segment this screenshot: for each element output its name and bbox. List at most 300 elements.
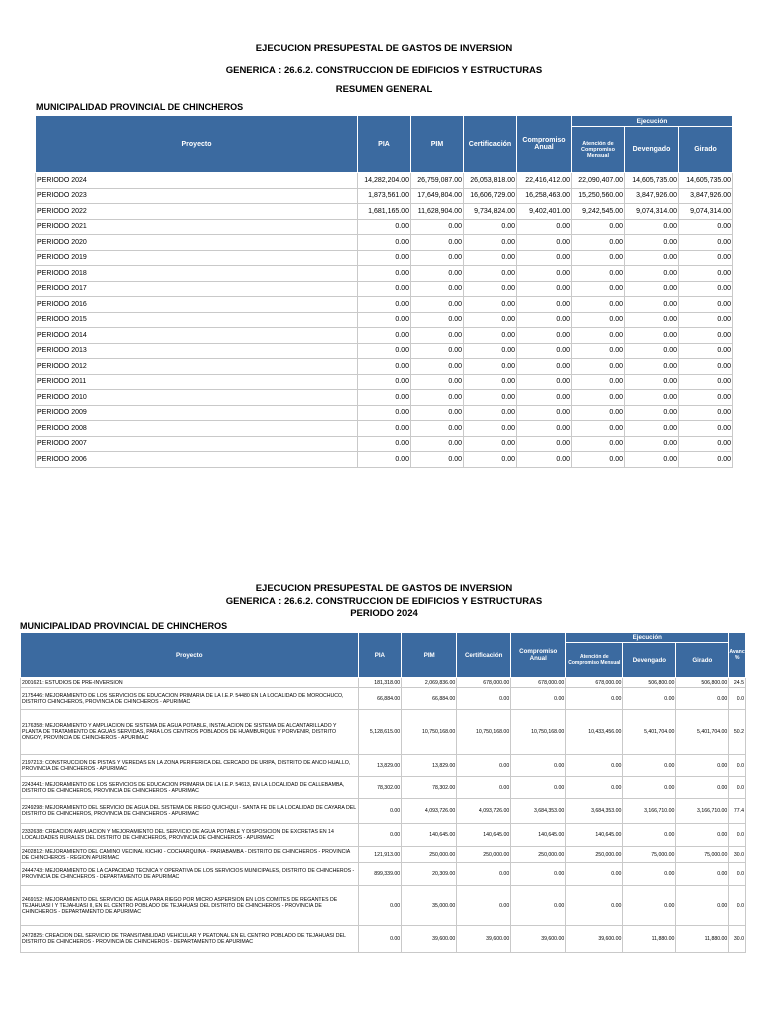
amount-cell: 0.00 [464,405,517,421]
amount-cell: 0.00 [411,297,464,313]
amount-cell: 20,309.00 [402,863,457,886]
report-title-1: EJECUCION PRESUPESTAL DE GASTOS DE INVERSION [255,43,513,54]
amount-cell: 0.00 [679,374,733,390]
amount-cell: 0.00 [511,863,566,886]
amount-cell: 0.00 [457,777,511,799]
amount-cell: 39,600.00 [511,926,566,953]
amount-cell: 0.00 [676,755,729,777]
period-cell: PERIODO 2011 [36,374,358,390]
amount-cell: 10,750,168.00 [457,710,511,755]
summary-table [35,115,733,468]
amount-cell: 75,000.00 [676,847,729,863]
period-cell: PERIODO 2022 [36,204,358,220]
generica-line-1: GENERICA : 26.6.2. CONSTRUCCION DE EDIFICIOS Y ESTRUCTURAS [225,65,543,76]
amount-cell: 0.00 [464,374,517,390]
amount-cell: 39,600.00 [457,926,511,953]
amount-cell: 0.00 [625,343,679,359]
col-girado: Girado [676,643,729,678]
amount-cell: 0.00 [517,405,572,421]
table-row [21,886,746,926]
amount-cell: 26,053,818.00 [464,173,517,189]
amount-cell: 0.00 [566,755,623,777]
amount-cell: 0.00 [464,235,517,251]
amount-cell: 0.00 [517,235,572,251]
amount-cell: 0.00 [358,328,411,344]
amount-cell: 0.00 [625,312,679,328]
amount-cell: 0.00 [358,436,411,452]
amount-cell: 0.00 [517,328,572,344]
amount-cell: 0.00 [457,886,511,926]
amount-cell: 0.00 [623,777,676,799]
col-pim: PIM [411,116,464,173]
amount-cell: 0.00 [625,405,679,421]
generica-line-2: GENERICA : 26.6.2. CONSTRUCCION DE EDIFICIOS Y ESTRUCTURAS [225,596,543,607]
amount-cell: 0.00 [517,312,572,328]
amount-cell: 0.00 [464,266,517,282]
col-certificacion: Certificación [464,116,517,173]
amount-cell: 0.00 [464,359,517,375]
amount-cell: 9,074,314.00 [625,204,679,220]
amount-cell: 0.00 [358,374,411,390]
amount-cell: 0.00 [625,235,679,251]
amount-cell: 0.00 [623,886,676,926]
amount-cell: 0.00 [676,777,729,799]
org-name-2: MUNICIPALIDAD PROVINCIAL DE CHINCHEROS [20,621,228,631]
amount-cell: 0.00 [572,235,625,251]
amount-cell: 0.00 [572,312,625,328]
table-row [21,863,746,886]
amount-cell: 0.00 [625,266,679,282]
table-row [21,777,746,799]
amount-cell: 66,884.00 [402,688,457,710]
amount-cell: 506,800.00 [676,678,729,688]
amount-cell: 0.00 [676,863,729,886]
amount-cell: 0.00 [566,863,623,886]
amount-cell: 0.00 [566,688,623,710]
amount-cell: 0.00 [457,688,511,710]
amount-cell: 0.00 [511,886,566,926]
period-cell: PERIODO 2014 [36,328,358,344]
col-certificacion: Certificación [457,633,511,678]
amount-cell: 0.00 [358,312,411,328]
amount-cell: 0.00 [517,266,572,282]
amount-cell: 0.00 [625,452,679,468]
amount-cell: 0.00 [464,343,517,359]
amount-cell: 0.00 [511,777,566,799]
amount-cell: 5,128,615.00 [358,710,402,755]
table-row [36,436,733,452]
avance-cell: 0.0 [729,777,746,799]
col-proyecto: Proyecto [21,633,359,678]
col-atencion: Atención de Compromiso Mensual [566,643,623,678]
table-row [21,847,746,863]
col-pim: PIM [402,633,457,678]
amount-cell: 0.00 [517,436,572,452]
amount-cell: 0.00 [464,297,517,313]
amount-cell: 16,258,463.00 [517,188,572,204]
amount-cell: 0.00 [625,374,679,390]
amount-cell: 506,800.00 [623,678,676,688]
amount-cell: 0.00 [358,281,411,297]
amount-cell: 0.00 [358,926,402,953]
amount-cell: 0.00 [411,359,464,375]
amount-cell: 35,000.00 [402,886,457,926]
amount-cell: 0.00 [464,281,517,297]
amount-cell: 0.00 [679,452,733,468]
amount-cell: 0.00 [572,374,625,390]
amount-cell: 10,750,168.00 [402,710,457,755]
avance-cell: 30.0 [729,847,746,863]
project-cell: 2176358: MEJORAMIENTO Y AMPLIACION DE SISTEMA DE AGUA POTABLE, INSTALACION DE SISTEMA DE ALCANTARILLADO Y PLANTA DE TRATAMIENTO DE AGUAS SERVIDAS, PARA LOS CENTROS POBLADOS DE HUAMBURQUE Y PORVENIR, DISTRITO ONGOY, PROVINCIA DE CHINCHEROS - APURIMAC [21,710,359,755]
amount-cell: 0.00 [625,281,679,297]
amount-cell: 0.00 [517,452,572,468]
period-cell: PERIODO 2023 [36,188,358,204]
col-girado: Girado [679,127,733,173]
amount-cell: 2,069,836.00 [402,678,457,688]
amount-cell: 678,000.00 [566,678,623,688]
amount-cell: 0.00 [679,235,733,251]
amount-cell: 0.00 [679,405,733,421]
amount-cell: 26,759,087.00 [411,173,464,189]
amount-cell: 39,600.00 [402,926,457,953]
amount-cell: 3,684,353.00 [566,799,623,824]
avance-cell: 30.0 [729,926,746,953]
amount-cell: 0.00 [411,219,464,235]
period-cell: PERIODO 2024 [36,173,358,189]
table-row [36,235,733,251]
amount-cell: 0.00 [679,436,733,452]
amount-cell: 140,645.00 [566,824,623,847]
amount-cell: 0.00 [464,390,517,406]
amount-cell: 0.00 [679,266,733,282]
org-name-1: MUNICIPALIDAD PROVINCIAL DE CHINCHEROS [36,102,244,112]
amount-cell: 1,873,561.00 [358,188,411,204]
amount-cell: 0.00 [572,421,625,437]
table-row [36,219,733,235]
amount-cell: 0.00 [411,405,464,421]
amount-cell: 0.00 [411,374,464,390]
amount-cell: 0.00 [358,266,411,282]
amount-cell: 0.00 [572,405,625,421]
project-cell: 2197213: CONSTRUCCION DE PISTAS Y VEREDAS EN LA ZONA PERIFERICA DEL CERCADO DE URIPA, DISTRITO DE ANCO HUALLO, PROVINCIA DE CHINCHEROS - APURIMAC [21,755,359,777]
amount-cell: 0.00 [358,250,411,266]
amount-cell: 0.00 [572,219,625,235]
project-cell: 2001621: ESTUDIOS DE PRE-INVERSION [21,678,359,688]
amount-cell: 11,880.00 [623,926,676,953]
col-pia: PIA [358,633,402,678]
avance-cell: 50.2 [729,710,746,755]
amount-cell: 0.00 [411,343,464,359]
amount-cell: 121,913.00 [358,847,402,863]
project-cell: 2472825: CREACION DEL SERVICIO DE TRANSITABILIDAD VEHICULAR Y PEATONAL EN EL CENTRO POBLADO DE TEJAHUASI DEL DISTRITO DE CHINCHEROS - PROVINCIA DE CHINCHEROS - DEPARTAMENTO DE APURIMAC [21,926,359,953]
amount-cell: 0.00 [625,250,679,266]
amount-cell: 0.00 [572,436,625,452]
period-cell: PERIODO 2017 [36,281,358,297]
period-cell: PERIODO 2006 [36,452,358,468]
amount-cell: 0.00 [572,452,625,468]
period-cell: PERIODO 2019 [36,250,358,266]
amount-cell: 899,339.00 [358,863,402,886]
amount-cell: 11,628,904.00 [411,204,464,220]
amount-cell: 0.00 [358,799,402,824]
amount-cell: 0.00 [411,452,464,468]
amount-cell: 0.00 [517,250,572,266]
amount-cell: 0.00 [572,250,625,266]
table-row [36,343,733,359]
amount-cell: 0.00 [457,755,511,777]
amount-cell: 0.00 [625,328,679,344]
avance-cell: 0.0 [729,688,746,710]
amount-cell: 0.00 [358,359,411,375]
table-row [21,678,746,688]
period-cell: PERIODO 2007 [36,436,358,452]
col-group-ejecucion: Ejecución [572,116,733,127]
avance-cell: 0.0 [729,824,746,847]
amount-cell: 0.00 [464,219,517,235]
amount-cell: 0.00 [358,886,402,926]
project-cell: 2444743: MEJORAMIENTO DE LA CAPACIDAD TECNICA Y OPERATIVA DE LOS SERVICIOS MUNICIPALES, DISTRITO DE CHINCHEROS - PROVINCIA DE CHINCHEROS - DEPARTAMENTO DE APURIMAC [21,863,359,886]
period-cell: PERIODO 2009 [36,405,358,421]
amount-cell: 0.00 [358,452,411,468]
period-cell: PERIODO 2018 [36,266,358,282]
amount-cell: 11,880.00 [676,926,729,953]
table-row [36,188,733,204]
amount-cell: 16,606,729.00 [464,188,517,204]
amount-cell: 0.00 [623,863,676,886]
table-row [21,710,746,755]
amount-cell: 0.00 [358,405,411,421]
amount-cell: 4,093,726.00 [457,799,511,824]
amount-cell: 0.00 [517,421,572,437]
amount-cell: 0.00 [464,421,517,437]
table-row [36,281,733,297]
amount-cell: 0.00 [411,421,464,437]
amount-cell: 140,645.00 [402,824,457,847]
amount-cell: 3,847,926.00 [679,188,733,204]
amount-cell: 0.00 [411,250,464,266]
amount-cell: 0.00 [623,755,676,777]
amount-cell: 78,302.00 [402,777,457,799]
amount-cell: 0.00 [411,266,464,282]
amount-cell: 0.00 [679,390,733,406]
table-row [36,421,733,437]
amount-cell: 0.00 [517,390,572,406]
amount-cell: 10,433,456.00 [566,710,623,755]
report-subtitle-1: RESUMEN GENERAL [335,84,433,95]
amount-cell: 678,000.00 [457,678,511,688]
amount-cell: 0.00 [511,688,566,710]
detail-table [20,632,746,953]
amount-cell: 0.00 [358,421,411,437]
col-compromiso: Compromiso Anual [511,633,566,678]
amount-cell: 5,401,704.00 [623,710,676,755]
avance-cell: 0.0 [729,755,746,777]
amount-cell: 3,166,710.00 [623,799,676,824]
table-row [36,328,733,344]
table-row [21,755,746,777]
table-row [21,926,746,953]
amount-cell: 0.00 [411,390,464,406]
amount-cell: 0.00 [625,421,679,437]
amount-cell: 13,829.00 [402,755,457,777]
table-row [36,250,733,266]
amount-cell: 0.00 [358,235,411,251]
project-cell: 2469152: MEJORAMIENTO DEL SERVICIO DE AGUA PARA RIEGO POR MICRO ASPERSION EN LOS COMITES DE REGANTES DE TEJAHUASI I Y TEJAHUASI II, EN EL CENTRO POBLADO DE TEJAHUASI DEL DISTRITO DE CHINCHEROS - PROVINCIA DE CHINCHEROS - DEPARTAMENTO DE APURIMAC [21,886,359,926]
amount-cell: 140,645.00 [457,824,511,847]
amount-cell: 3,166,710.00 [676,799,729,824]
period-cell: PERIODO 2012 [36,359,358,375]
amount-cell: 0.00 [464,312,517,328]
project-cell: 2249298: MEJORAMIENTO DEL SERVICIO DE AGUA DEL SISTEMA DE RIEGO QUICHQUI - SANTA FE DE LA LOCALIDAD DE CAYARA DEL DISTRITO DE CHINCHEROS, PROVINCIA DE CHINCHEROS - APURIMAC [21,799,359,824]
amount-cell: 0.00 [679,421,733,437]
amount-cell: 678,000.00 [511,678,566,688]
amount-cell: 0.00 [464,328,517,344]
table-row [21,824,746,847]
amount-cell: 0.00 [679,312,733,328]
table-row [36,452,733,468]
col-devengado: Devengado [625,127,679,173]
amount-cell: 9,402,401.00 [517,204,572,220]
amount-cell: 0.00 [679,250,733,266]
report-subtitle-2: PERIODO 2024 [350,608,418,619]
amount-cell: 0.00 [676,824,729,847]
amount-cell: 75,000.00 [623,847,676,863]
amount-cell: 0.00 [572,281,625,297]
table-row [36,374,733,390]
amount-cell: 9,074,314.00 [679,204,733,220]
amount-cell: 78,302.00 [358,777,402,799]
amount-cell: 250,000.00 [402,847,457,863]
amount-cell: 0.00 [517,343,572,359]
col-avance: Avance % [729,633,746,678]
amount-cell: 0.00 [411,235,464,251]
avance-cell: 77.4 [729,799,746,824]
amount-cell: 0.00 [623,688,676,710]
amount-cell: 15,250,560.00 [572,188,625,204]
amount-cell: 22,090,407.00 [572,173,625,189]
amount-cell: 0.00 [572,328,625,344]
amount-cell: 0.00 [517,219,572,235]
amount-cell: 0.00 [572,297,625,313]
table-row [36,312,733,328]
amount-cell: 0.00 [679,281,733,297]
table-row [21,688,746,710]
avance-cell: 24.5 [729,678,746,688]
amount-cell: 0.00 [572,390,625,406]
amount-cell: 0.00 [676,688,729,710]
amount-cell: 0.00 [358,219,411,235]
amount-cell: 0.00 [517,359,572,375]
amount-cell: 9,734,824.00 [464,204,517,220]
table-row [36,390,733,406]
amount-cell: 0.00 [623,824,676,847]
amount-cell: 0.00 [464,452,517,468]
table-row [36,266,733,282]
amount-cell: 0.00 [679,219,733,235]
amount-cell: 14,282,204.00 [358,173,411,189]
amount-cell: 0.00 [457,863,511,886]
amount-cell: 10,750,168.00 [511,710,566,755]
period-cell: PERIODO 2008 [36,421,358,437]
project-cell: 2332638: CREACION AMPLIACION Y MEJORAMIENTO DEL SERVICIO DE AGUA POTABLE Y DISPOSICION DE EXCRETAS EN 14 LOCALIDADES RURALES DEL DISTRITO DE CHINCHEROS, PROVINCIA DE CHINCHEROS - APURIMAC [21,824,359,847]
amount-cell: 0.00 [411,328,464,344]
project-cell: 2243441: MEJORAMIENTO DE LOS SERVICIOS DE EDUCACION PRIMARIA DE LA I.E.P. 54613, EN LA LOCALIDAD DE CALLEBAMBA, DISTRITO DE CHINCHEROS, PROVINCIA DE CHINCHEROS - APURIMAC [21,777,359,799]
amount-cell: 0.00 [358,343,411,359]
amount-cell: 5,401,704.00 [676,710,729,755]
amount-cell: 0.00 [517,297,572,313]
amount-cell: 0.00 [411,281,464,297]
amount-cell: 0.00 [572,266,625,282]
table-row [36,359,733,375]
period-cell: PERIODO 2016 [36,297,358,313]
amount-cell: 0.00 [464,250,517,266]
amount-cell: 0.00 [517,281,572,297]
amount-cell: 0.00 [358,390,411,406]
amount-cell: 0.00 [679,328,733,344]
amount-cell: 0.00 [679,297,733,313]
amount-cell: 4,093,726.00 [402,799,457,824]
col-group-ejecucion: Ejecución [566,633,729,643]
amount-cell: 0.00 [358,824,402,847]
amount-cell: 22,416,412.00 [517,173,572,189]
amount-cell: 0.00 [625,219,679,235]
col-proyecto: Proyecto [36,116,358,173]
amount-cell: 181,318.00 [358,678,402,688]
amount-cell: 0.00 [679,343,733,359]
amount-cell: 0.00 [572,343,625,359]
period-cell: PERIODO 2013 [36,343,358,359]
amount-cell: 0.00 [676,886,729,926]
amount-cell: 66,884.00 [358,688,402,710]
period-cell: PERIODO 2021 [36,219,358,235]
project-cell: 2402812: MEJORAMIENTO DEL CAMINO VECINAL KICHKI - COCHARQUINA - PARIABAMBA - DISTRITO DE CHINCHEROS - PROVINCIA DE CHINCHEROS - REGION APURIMAC [21,847,359,863]
amount-cell: 39,600.00 [566,926,623,953]
col-pia: PIA [358,116,411,173]
table-row [21,799,746,824]
period-cell: PERIODO 2010 [36,390,358,406]
amount-cell: 0.00 [566,777,623,799]
amount-cell: 0.00 [566,886,623,926]
amount-cell: 3,684,353.00 [511,799,566,824]
amount-cell: 14,605,735.00 [679,173,733,189]
amount-cell: 13,829.00 [358,755,402,777]
table-row [36,173,733,189]
avance-cell: 0.0 [729,863,746,886]
avance-cell: 0.0 [729,886,746,926]
amount-cell: 0.00 [411,436,464,452]
table-row [36,297,733,313]
amount-cell: 0.00 [517,374,572,390]
table-row [36,405,733,421]
amount-cell: 0.00 [511,755,566,777]
col-compromiso: Compromiso Anual [517,116,572,173]
report-title-2: EJECUCION PRESUPESTAL DE GASTOS DE INVERSION [255,583,513,594]
amount-cell: 250,000.00 [566,847,623,863]
col-atencion: Atención de Compromiso Mensual [572,127,625,173]
amount-cell: 0.00 [625,436,679,452]
amount-cell: 140,645.00 [511,824,566,847]
period-cell: PERIODO 2020 [36,235,358,251]
amount-cell: 250,000.00 [511,847,566,863]
amount-cell: 0.00 [625,390,679,406]
amount-cell: 3,847,926.00 [625,188,679,204]
amount-cell: 250,000.00 [457,847,511,863]
amount-cell: 0.00 [625,359,679,375]
amount-cell: 0.00 [464,436,517,452]
amount-cell: 14,605,735.00 [625,173,679,189]
period-cell: PERIODO 2015 [36,312,358,328]
project-cell: 2175446: MEJORAMIENTO DE LOS SERVICIOS DE EDUCACION PRIMARIA DE LA I.E.P. 54480 EN LA LOCALIDAD DE MOROCHUCO, DISTRITO CHINCHEROS, PROVINCIA DE CHINCHEROS - APURIMAC [21,688,359,710]
